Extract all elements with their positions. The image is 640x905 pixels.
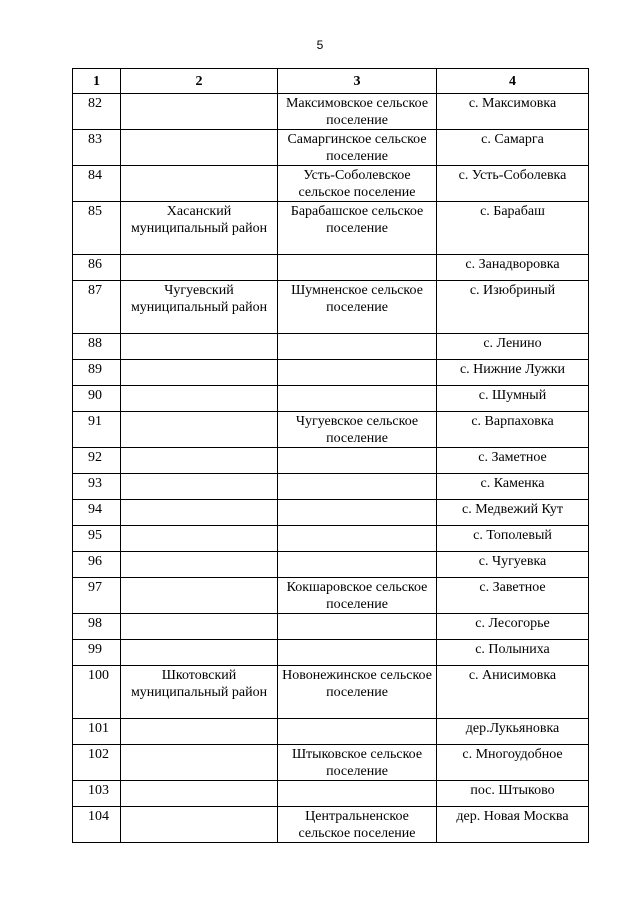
settlement-cell [278,474,437,500]
district-cell [121,202,278,255]
table-row [73,255,589,281]
row-number-cell [73,360,121,386]
locality-cell [437,412,589,448]
row-number-cell [73,166,121,202]
settlement-cell-text: Штыковское сельское поселение [291,747,423,779]
locality-cell-text: с. Заветное [479,580,546,595]
settlement-cell [278,526,437,552]
district-cell [121,360,278,386]
district-cell [121,666,278,719]
table-row [73,412,589,448]
row-number-cell [73,719,121,745]
settlement-cell-text: Чугуевское сельское поселение [295,414,419,446]
settlement-cell [278,614,437,640]
row-number-cell [73,202,121,255]
district-cell [121,94,278,130]
table-row [73,807,589,843]
table-row [73,474,589,500]
table-row [73,500,589,526]
locality-cell [437,614,589,640]
district-cell-text [121,640,277,641]
locality-cell [437,281,589,334]
row-number-cell-text: 84 [88,168,102,183]
row-number-cell-text: 95 [88,528,102,543]
row-number-cell [73,526,121,552]
row-number-cell-text: 85 [88,204,102,219]
locality-cell [437,130,589,166]
settlement-cell [278,386,437,412]
locality-cell [437,807,589,843]
locality-cell [437,640,589,666]
row-number-cell-text: 99 [88,642,102,657]
locality-cell-text: с. Варпаховка [471,414,554,429]
row-number-cell-text: 87 [88,283,102,298]
row-number-cell [73,745,121,781]
locality-cell-text: с. Многоудобное [462,747,563,762]
row-number-cell-text: 92 [88,450,102,465]
locality-cell-text: пос. Штыково [470,783,555,798]
row-number-cell [73,552,121,578]
row-number-cell-text: 86 [88,257,102,272]
table-row [73,666,589,719]
locality-cell [437,781,589,807]
settlement-cell-text [278,781,436,782]
locality-cell [437,745,589,781]
district-cell-text [121,745,277,746]
locality-cell-text: с. Максимовка [468,96,557,111]
district-cell [121,334,278,360]
locality-cell-text: с. Медвежий Кут [462,502,563,517]
table-row [73,745,589,781]
page-number: 5 [316,38,324,52]
locality-cell [437,94,589,130]
table-row [73,281,589,334]
settlement-cell-text [278,386,436,387]
district-cell-text [121,94,277,95]
district-cell-text [121,807,277,808]
district-cell-text [121,412,277,413]
locality-cell-text: с. Чугуевка [478,554,547,569]
district-cell-text [121,360,277,361]
settlement-cell [278,130,437,166]
locality-cell [437,719,589,745]
locality-cell-text: дер.Лукьяновка [465,721,560,736]
settlement-cell [278,745,437,781]
locality-cell [437,202,589,255]
settlement-cell [278,281,437,334]
settlement-cell-text: Центральненское сельское поселение [298,809,416,841]
settlement-cell [278,500,437,526]
district-cell-text: Чугуевский муниципальный район [130,283,268,315]
settlement-cell-text [278,614,436,615]
district-cell [121,578,278,614]
locality-cell [437,334,589,360]
column-header-3: 3 [278,69,437,94]
row-number-cell-text: 88 [88,336,102,351]
locality-cell-text: с. Заметное [478,450,547,465]
settlement-cell-text [278,448,436,449]
district-cell [121,614,278,640]
settlement-cell [278,412,437,448]
settlement-cell-text: Новонежинское сельское поселение [282,668,432,700]
row-number-cell [73,614,121,640]
district-cell-text [121,166,277,167]
row-number-cell [73,255,121,281]
locality-cell-text: с. Шумный [478,388,547,403]
column-header-4: 4 [437,69,589,94]
settlement-cell-text: Усть-Соболевское сельское поселение [298,168,416,200]
settlement-cell-text [278,255,436,256]
settlement-cell [278,578,437,614]
district-cell-text [121,781,277,782]
table-row [73,94,589,130]
settlement-cell [278,781,437,807]
row-number-cell [73,386,121,412]
settlement-cell [278,255,437,281]
district-cell [121,448,278,474]
settlement-cell [278,719,437,745]
row-number-cell [73,500,121,526]
settlement-cell [278,94,437,130]
column-header-2: 2 [121,69,278,94]
locality-cell-text: с. Ленино [483,336,542,351]
district-cell [121,640,278,666]
locality-cell [437,360,589,386]
row-number-cell-text: 104 [88,809,109,824]
district-cell [121,281,278,334]
table-row [73,614,589,640]
table-row [73,719,589,745]
district-cell [121,745,278,781]
district-cell-text: Хасанский муниципальный район [130,204,268,236]
table-row [73,781,589,807]
locality-cell-text: с. Самарга [481,132,544,147]
table-row [73,166,589,202]
district-cell-text [121,448,277,449]
settlement-cell-text [278,360,436,361]
table-row [73,386,589,412]
settlement-cell-text: Самаргинское сельское поселение [287,132,427,164]
table-row [73,448,589,474]
settlement-cell [278,334,437,360]
column-header-1: 1 [73,69,121,94]
row-number-cell [73,578,121,614]
row-number-cell-text: 83 [88,132,102,147]
settlement-cell-text [278,526,436,527]
district-cell [121,386,278,412]
settlement-cell [278,666,437,719]
district-cell [121,255,278,281]
district-cell-text [121,614,277,615]
locality-cell [437,255,589,281]
locality-cell-text: с. Лесогорье [475,616,550,631]
locality-cell [437,166,589,202]
settlement-cell-text: Барабашское сельское поселение [290,204,424,236]
settlements-table [72,68,589,843]
locality-cell [437,552,589,578]
district-cell-text [121,474,277,475]
table-row [73,640,589,666]
row-number-cell-text: 93 [88,476,102,491]
row-number-cell [73,412,121,448]
table-row [73,334,589,360]
row-number-cell [73,94,121,130]
row-number-cell-text: 102 [88,747,109,762]
row-number-cell-text: 89 [88,362,102,377]
settlement-cell-text: Максимовское сельское поселение [285,96,429,128]
district-cell [121,807,278,843]
district-cell [121,781,278,807]
row-number-cell [73,781,121,807]
locality-cell-text: с. Каменка [480,476,545,491]
settlement-cell-text: Шумненское сельское поселение [291,283,423,315]
settlement-cell [278,202,437,255]
row-number-cell-text: 100 [88,668,109,683]
locality-cell-text: с. Занадворовка [465,257,560,272]
row-number-cell-text: 96 [88,554,102,569]
row-number-cell [73,448,121,474]
row-number-cell [73,666,121,719]
district-cell [121,166,278,202]
locality-cell-text: с. Нижние Лужки [459,362,566,377]
row-number-cell-text: 98 [88,616,102,631]
locality-cell [437,500,589,526]
table-row [73,360,589,386]
row-number-cell-text: 90 [88,388,102,403]
settlement-cell [278,448,437,474]
district-cell-text [121,552,277,553]
district-cell-text [121,500,277,501]
table-row [73,552,589,578]
locality-cell-text: дер. Новая Москва [456,809,569,824]
district-cell-text [121,719,277,720]
locality-cell-text: с. Тополевый [473,528,552,543]
settlement-cell [278,640,437,666]
locality-cell-text: с. Усть-Соболевка [458,168,567,183]
district-cell [121,474,278,500]
settlement-cell [278,552,437,578]
locality-cell-text: с. Полыниха [475,642,550,657]
district-cell-text: Шкотовский муниципальный район [130,668,268,700]
row-number-cell [73,640,121,666]
district-cell-text [121,526,277,527]
table-row [73,130,589,166]
district-cell [121,526,278,552]
locality-cell [437,578,589,614]
locality-cell [437,526,589,552]
table-row [73,202,589,255]
locality-cell-text: с. Барабаш [480,204,545,219]
row-number-cell [73,334,121,360]
settlement-cell-text [278,640,436,641]
locality-cell [437,386,589,412]
district-cell [121,130,278,166]
district-cell-text [121,578,277,579]
table-row [73,578,589,614]
row-number-cell-text: 101 [88,721,109,736]
district-cell-text [121,255,277,256]
locality-cell-text: с. Изюбриный [469,283,556,298]
district-cell [121,719,278,745]
district-cell-text [121,334,277,335]
settlement-cell [278,166,437,202]
settlement-cell-text [278,500,436,501]
row-number-cell-text: 97 [88,580,102,595]
table-header-row [73,69,589,94]
settlement-cell [278,360,437,386]
locality-cell [437,666,589,719]
settlement-cell-text [278,474,436,475]
district-cell [121,500,278,526]
settlement-cell [278,807,437,843]
row-number-cell-text: 103 [88,783,109,798]
locality-cell [437,474,589,500]
row-number-cell-text: 91 [88,414,102,429]
row-number-cell [73,807,121,843]
settlement-cell-text [278,552,436,553]
row-number-cell [73,281,121,334]
table-body [73,94,589,843]
settlement-cell-text [278,719,436,720]
row-number-cell [73,474,121,500]
settlement-cell-text [278,334,436,335]
row-number-cell-text: 82 [88,96,102,111]
locality-cell-text: с. Анисимовка [468,668,557,683]
district-cell-text [121,386,277,387]
district-cell [121,412,278,448]
district-cell-text [121,130,277,131]
settlement-cell-text: Кокшаровское сельское поселение [286,580,428,612]
locality-cell [437,448,589,474]
row-number-cell [73,130,121,166]
district-cell [121,552,278,578]
table-row [73,526,589,552]
row-number-cell-text: 94 [88,502,102,517]
